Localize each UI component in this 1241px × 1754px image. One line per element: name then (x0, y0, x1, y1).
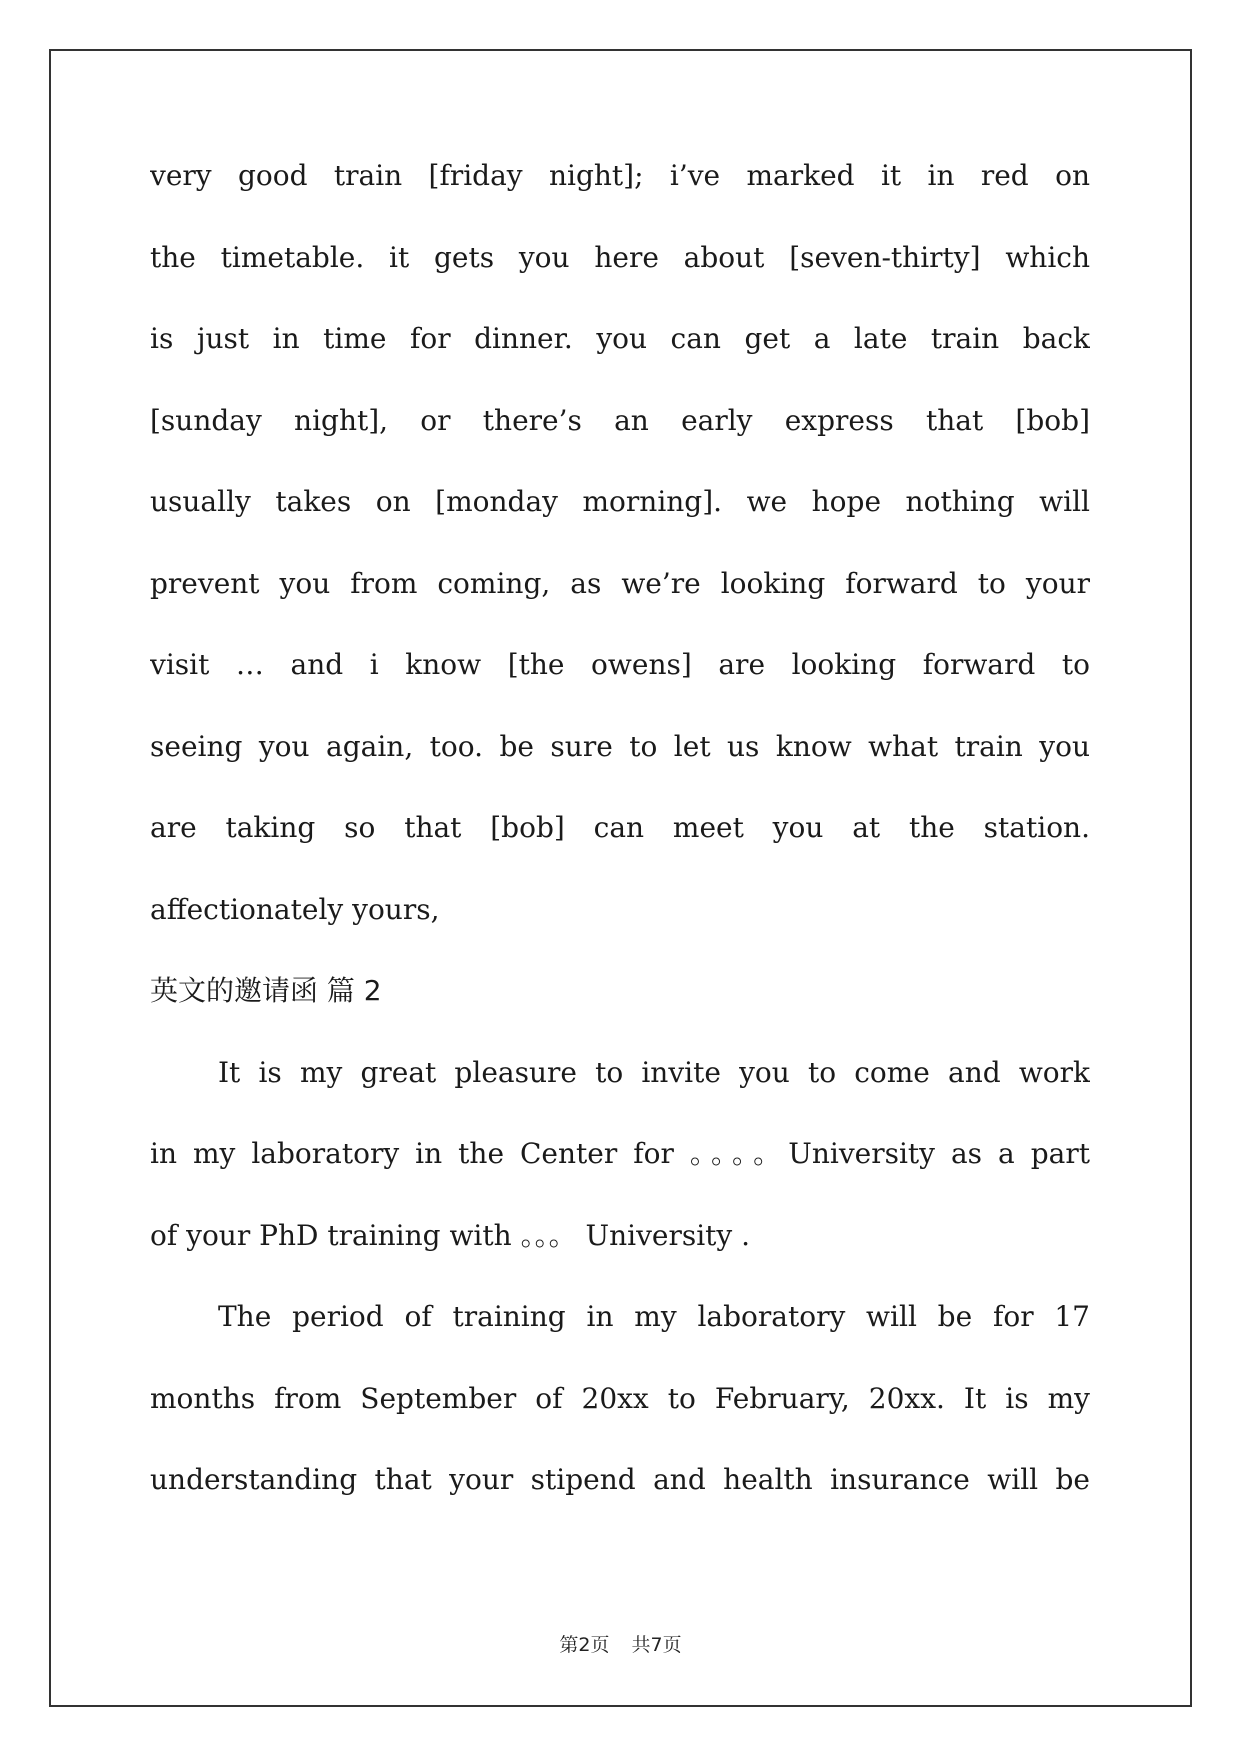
text-line: are taking so that [bob] can meet you at the station. (150, 812, 1090, 844)
text-line: It is my great pleasure to invite you to come and work (218, 1056, 1090, 1089)
text-line: the timetable. it gets you here about [seven-thirty] which (150, 241, 1090, 274)
text-line: months from September of 20xx to February, 20xx. It is my (150, 1382, 1090, 1415)
closing-line: affectionately yours, (150, 893, 440, 926)
text-line: usually takes on [monday morning]. we hope nothing will (150, 486, 1090, 518)
document-body (150, 160, 1090, 1546)
text-line: The period of training in my laboratory will be for 17 (218, 1301, 1090, 1333)
text-line: understanding that your stipend and health insurance will be (150, 1464, 1090, 1496)
page-number: 第2页 (559, 1634, 610, 1656)
section-heading: 英文的邀请函 篇 2 (150, 975, 382, 1007)
page-total: 共7页 (631, 1634, 682, 1656)
text-line: visit … and i know [the owens] are looking forward to (150, 649, 1090, 681)
text-line: [sunday night], or there’s an early express that [bob] (150, 404, 1090, 437)
text-line: is just in time for dinner. you can get a late train back (150, 323, 1090, 355)
text-line: prevent you from coming, as we’re looking forward to your (150, 567, 1090, 600)
page-footer (0, 1630, 1241, 1657)
text-line: in my laboratory in the Center for 。。。。University as a part (150, 1138, 1090, 1170)
text-line: very good train [friday night]; i’ve marked it in red on (150, 160, 1090, 192)
text-line: seeing you again, too. be sure to let us know what train you (150, 730, 1090, 763)
text-line: of your PhD training with 。。。 University . (150, 1219, 751, 1252)
